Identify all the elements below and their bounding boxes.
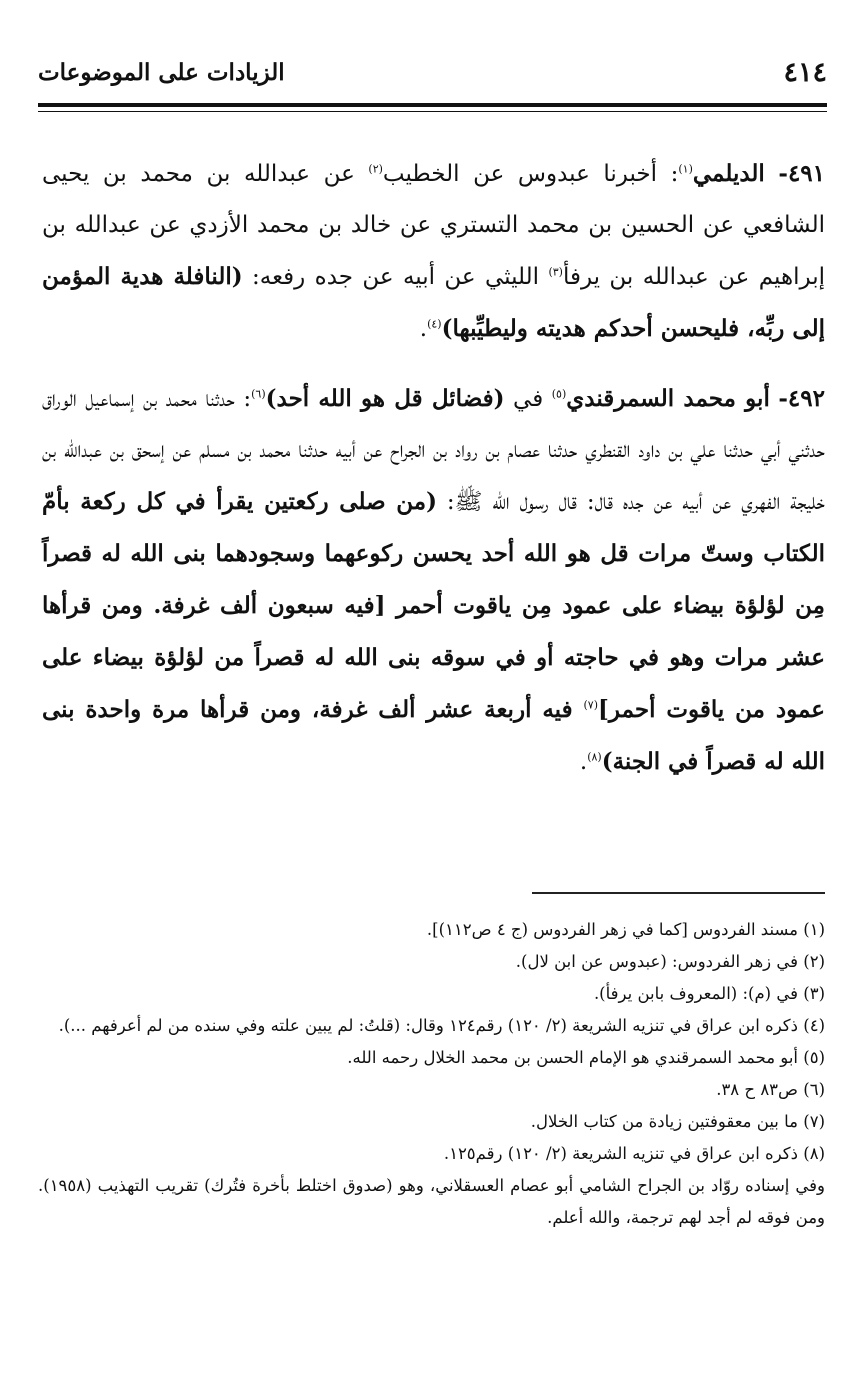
footnote-ref: (١) xyxy=(678,162,693,176)
footnote: (٤) ذكره ابن عراق في تنزيه الشريعة (٢/ ١٢٠) رقم١٢٤ وقال: (قلتُ: لم يبين علته وفي سنده من لم أعرفهم ...). xyxy=(58,1016,825,1035)
footnote: (٣) في (م): (المعروف بابن يرفأ). xyxy=(593,984,825,1003)
footnotes xyxy=(38,914,825,1234)
footnote-ref: (٧) xyxy=(583,698,598,712)
entry-text: : حدثنا محمد بن إسماعيل الوراق حدثني أبي حدثنا علي بن داود القنطري حدثنا عصام بن رواد بن الجراح عن أبيه حدثنا محمد بن مسلم عن إسحق بن عبدالله بن خليجة الفهري عن أبيه عن جده قال: قال رسول الله ﷺ: xyxy=(42,386,825,515)
footnote: (٨) ذكره ابن عراق في تنزيه الشريعة (٢/ ١٢٠) رقم١٢٥. xyxy=(443,1144,825,1163)
hadith-text: فيه أربعة عشر ألف غرفة، ومن قرأها مرة واحدة بنى الله له قصراً في الجنة) xyxy=(42,696,825,775)
entry-491 xyxy=(42,148,825,355)
entry-author: الديلمي xyxy=(692,160,765,187)
entry-author: أبو محمد السمرقندي xyxy=(566,385,770,412)
footnote-ref: (٤) xyxy=(427,317,442,331)
entry-end: . xyxy=(419,316,428,342)
entry-end: . xyxy=(579,749,588,775)
entry-text: عن عبدالله بن محمد بن يحيى الشافعي عن الحسين بن محمد التستري عن خالد بن محمد الأزدي عن عبدالله بن إبراهيم عن عبدالله بن يرفأ xyxy=(42,161,825,290)
entry-number: ٤٩١- xyxy=(778,160,825,187)
page-number: ٤١٤ xyxy=(783,57,827,88)
footnote: (٦) ص٨٣ ح ٣٨. xyxy=(716,1080,825,1099)
footnote: (١) مسند الفردوس [كما في زهر الفردوس (ج ٤ ص١١٢)]. xyxy=(426,920,825,939)
header-rule-thin xyxy=(38,111,827,112)
entry-text: : أخبرنا عبدوس عن الخطيب xyxy=(382,161,679,187)
entry-492 xyxy=(42,373,825,788)
entry-number: ٤٩٢- xyxy=(778,385,825,412)
header-rule-thick xyxy=(38,103,827,107)
footnote: (٧) ما بين معقوفتين زيادة من كتاب الخلال. xyxy=(530,1112,825,1131)
entry-text: في xyxy=(504,386,552,412)
footnote: (٢) في زهر الفردوس: (عبدوس عن ابن لال). xyxy=(515,952,825,971)
footnote-ref: (٢) xyxy=(368,162,383,176)
main-text xyxy=(42,148,825,788)
footnote-ref: (٦) xyxy=(251,387,266,401)
footnote-ref: (٥) xyxy=(551,387,567,401)
footnote: (٥) أبو محمد السمرقندي هو الإمام الحسن بن محمد الخلال رحمه الله. xyxy=(347,1048,825,1067)
hadith-text: (النافلة هدية المؤمن إلى ربِّه، فليحسن أحدكم هديته وليطيِّبها) xyxy=(42,263,825,342)
book-title: (فضائل قل هو الله أحد) xyxy=(265,385,505,412)
running-title: الزيادات على الموضوعات xyxy=(38,59,285,86)
hadith-text: (من صلى ركعتين يقرأ في كل ركعة بأمّ الكتاب وستّ مرات قل هو الله أحد يحسن ركوعهما وسجودهما بنى الله له قصراً مِن لؤلؤة بيضاء على عمود مِن ياقوت أحمر [فيه سبعون ألف غرفة. ومن قرأها عشر مرات وهو في حاجته أو في سوقه بنى الله له قصراً من لؤلؤة بيضاء على عمود من ياقوت أحمر] xyxy=(42,488,826,723)
footnote-ref: (٨) xyxy=(587,750,602,764)
footnote-separator xyxy=(532,892,825,894)
footnote-note: وفي إسناده روّاد بن الجراح الشامي أبو عصام العسقلاني، وهو (صدوق اختلط بأخرة فتُرك) تقريب التهذيب (١٩٥٨). ومن فوقه لم أجد لهم ترجمة، والله أعلم. xyxy=(38,1176,825,1227)
page-header xyxy=(38,55,827,95)
footnote-ref: (٣) xyxy=(548,265,563,279)
entry-text: الليثي عن أبيه عن جده رفعه: xyxy=(242,264,549,290)
